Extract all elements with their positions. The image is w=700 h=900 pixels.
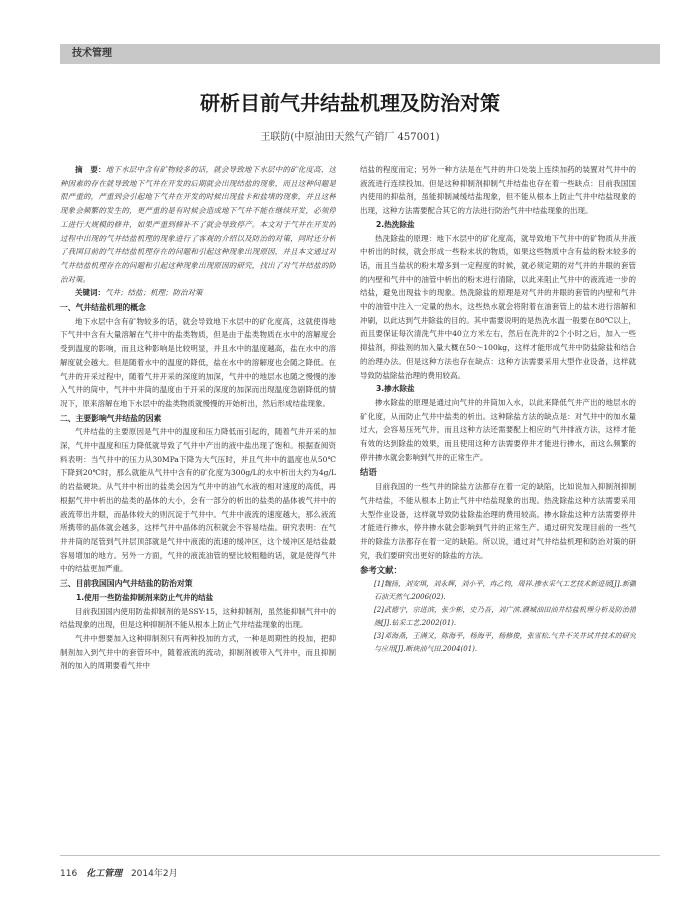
subsection-3-1-paragraph-2: 气井中想要加入这种抑制剂只有两种投加的方式，一种是周期性的投加，把抑制剂加入到气井中的套管环中，随着液流的流动，抑制剂被带入气井中，而且抑制剂的加入的周期要看气井中: [60, 633, 336, 671]
section-label: 技术管理: [72, 48, 112, 59]
section-header-bar: [60, 44, 660, 64]
references-heading: 参考文献：: [360, 565, 402, 576]
page-number: 116: [60, 869, 78, 879]
section-1-paragraph: 地下水层中含有矿物较多的话，就会导致地下水层中的矿化度高，这就使得地下气井中含有大量溶解在气井中的盐类物质，但是由于盐类物质在水中的溶解度会受到温度的影响，而且这种影响是比较明显，并且水中的温度越高，盐在水中的溶解度就会越大。但是随着水中的温度的降低，盐在水中的溶解度也会随之降低。在气井的开采过程中，随着气井开采的深度的加深，气井中的地层水也随之慢慢的渗入气井的筒中，气井中井筒的温度由于开采的深度的加深而出现温度急剧降低的情况下，原来溶解在地下水层中的盐类物质就慢慢的开始析出，然后形成结盐现象。: [60, 316, 336, 408]
abstract-label: 摘 要：: [75, 165, 106, 174]
section-2-paragraph: 气井结盐的主要原因是气井中的温度和压力降低而引起的，随着气井开采的加深，气井中温度和压力降低就导致了气井中产出的液中盐出现了饱和。根据查阅资料表明：当气井中的压力从30MPa下降为大气压时，并且气井中的温度也从50℃下降到20℃时，那么就能从气井中含有的矿化度为300g/L的水中析出大约为4g/L的岩盐硬块。从气井中析出的盐类会因为气井中的油气水液的相对速度的高低，再根据气井中析出的盐类的晶体的大小，会有一部分的析出的盐类的晶体被气井中的液流带出井眼，而晶体较大的则沉淀于气井中。气井中液流的速度越大，那么液流所携带的晶体就会越多，这样气井中晶体的沉积就会不容易结盐。研究表明：在气井井筒的尾管到气井层顶部就是气井中液流的流速的缓冲区，这个缓冲区是结盐最容易增加的地方。另外一方面，气井的液流油管的壁比较粗糙的话，就是使得气井中的结盐更加严重。: [60, 427, 336, 574]
keywords-text: 气井；结盐；机理；防治对策: [105, 288, 203, 298]
keywords-label: 关键词：: [75, 288, 105, 298]
subsection-3-3-paragraph: 掺水除盐的原理是通过向气井的井筒加入水，以此来降低气井产出的地层水的矿化度，从而防止气井中盐类的析出。这种除盐方法的缺点是：对气井中的加水量过大，会容易压死气井，而且这种方法还需要配上相应的气井排液方法，这样才能有效的达到除盐的效果，而且使用这种方法需要停井才能进行掺水，而这么频繁的停井掺水就会影响到气井的正常生产。: [360, 397, 636, 462]
subsection-heading-3-1: 1.使用一些防盐抑制剂来防止气井的结盐: [76, 592, 214, 602]
subsection-3-2-paragraph: 热洗除盐的原理：地下水层中的矿化度高，就导致地下气井中的矿物质从井液中析出的时候，就会形成一些粉末状的物质，如果这些物质中含有盐的粉末较多的话，而且当盐状的粉末增多到一定程度的时候，就必须定期的对气井的井眼的套管的内壁和气井中的油管中析出的粉末进行清除，以此来阻止气井中的液流进一步的结盐，避免出现盐卡的现象。热洗除盐的原理是对气井的井眼的套管的内壁和气井中的油管中注入一定量的热水，这些热水就会将附着在油套管上的盐木进行溶解和冲刷，以此达到气井除盐的目的。其中需要说明的是热洗水温一般要在80℃以上，而且要保证每次清洗气井中40立方米左右，然后在洗井的2个小时之后，加入一些抑盐剂，抑盐剂的加入量大概在50～100kg，这样才能形成气井中防盐除盐和结合的治理办法。但是这种方法也存在缺点：这种方法需要采用大型作业设备，这样就导致防盐除盐治理的费用较高。: [360, 233, 636, 380]
right-column: [360, 163, 636, 763]
keywords: [60, 286, 336, 300]
left-column: [60, 163, 336, 843]
journal-name: 化工管理: [86, 869, 123, 879]
subsection-heading-3-2: 2.热洗除盐: [376, 219, 415, 229]
abstract-text: 地下水层中含有矿物较多的话，就会导致地下水层中的矿化度高，这种因素的存在就导致地下气井在开发的后期就会出现结盐的现象，而且这种问题是很严重的，严重到会引起地下气井在开发的时候出现盐卡和盐堵的现象，并且这种现象会频繁的发生的，更严重的是有时候会造成地下气井不能在继续开发，必须停工进行大规模的修井，如果严重到修补不了就会导致停产。本文对于气井在开发的过程中出现的气井结盐机理的现象进行了客观的介绍以及防治的对策，同时还分析了我国目前的气井结盐机理存在的问题和引起这种现象出现原因，并且本文通过对气井结盐机理存在的问题和引起这种现象出现原因的研究，找出了对气井结盐的防治对策。: [60, 165, 336, 284]
conclusion-heading: 结语: [360, 467, 377, 478]
continued-paragraph: 结盐的程度而定；另外一种方法是在气井的井口处装上连续加药的装置对气井中的液流进行连续投加。但是这种抑制剂抑制气井结盐也存在着一些缺点：目前我国国内使用的抑盐剂，虽能抑制减缓结盐现象，但不能从根本上防止气井中结盐现象的出现，这种方法需要配合其它的方法进行防治气井中结盐现象的出现。: [360, 165, 636, 216]
subsection-heading-3-3: 3.掺水除盐: [376, 384, 415, 394]
issue-date: 2014年2月: [130, 869, 178, 879]
section-heading-1: 一、气井结盐机理的概念: [60, 303, 146, 313]
section-heading-3: 三、目前我国国内气井结盐的防治对策: [60, 579, 193, 589]
reference-item: [2]武德宁，宗进滨，张少彬，史乃吾，刘广滨.濮城油田油井结盐机理分析及防治措施[J].钻采工艺.2002(01).: [374, 606, 636, 628]
subsection-3-1-paragraph-1: 目前我国国内使用防盐抑制剂的是SSY-15，这种抑制剂，虽然能抑制气井中的结盐现象的出现，但是这种抑制剂不能从根本上防止气井结盐现象的出现。: [60, 606, 336, 630]
section-heading-2: 二、主要影响气井结盐的因素: [60, 413, 162, 423]
reference-item: [3]邓海燕，王满又，陈海平，杨海平，杨修俊，张雪松.气井不关井试井技术的研究与应用[J].断块油气田.2004(01).: [374, 632, 636, 654]
article-title: 研析目前气井结盐机理及防治对策: [200, 91, 500, 115]
article-author: 王联防(中原油田天然气产销厂 457001): [260, 132, 440, 143]
conclusion-paragraph: 目前我国的一些气井的除盐方法都存在着一定的缺陷，比如说加入抑制剂抑制气井结盐，不能从根本上防止气井中结盐现象的出现。热洗除盐这种方法需要采用大型作业设备，这样就导致防盐除盐治理的费用较高。掺水除盐这种方法需要停井才能进行掺水，停井掺水就会影响到气井的正常生产。通过研究发现目前的一些气井的除盐方法都存在着一定的缺陷。所以说，通过对气井结盐机理和防治对策的研究，我们要研究出更好的除盐的方法。: [360, 482, 636, 560]
abstract: [60, 163, 336, 286]
reference-item: [1]魏扬，刘安琪，刘永辉，刘小平，冉乙钧，周祥.掺水采气工艺技术新进展[J].新疆石油天然气.2006(02).: [374, 580, 636, 602]
page-footer: [60, 866, 178, 879]
footer-divider: [60, 855, 660, 856]
